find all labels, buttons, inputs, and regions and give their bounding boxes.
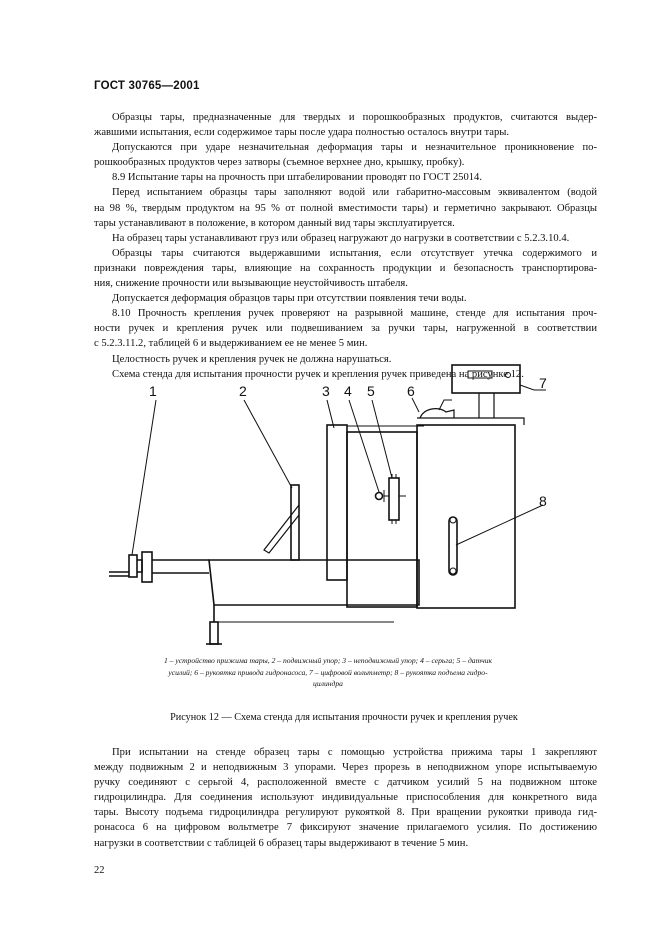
figure-caption: Рисунок 12 — Схема стенда для испытания прочности ручек и крепления ручек (170, 712, 518, 723)
label-4: 4 (344, 383, 352, 399)
text-line: Схема стенда для испытания прочности ручек и крепления ручек приведена на рисунке 12. (112, 368, 524, 380)
page-number: 22 (94, 865, 105, 876)
text-line: ронасоса 6 на цифровом вольтметре 7 фиксируют значение прилагаемого усилия. По достижению (94, 822, 597, 834)
text-line: 8.9 Испытание тары на прочность при штабелировании проводят по ГОСТ 25014. (112, 172, 483, 184)
lift-handle (449, 517, 457, 575)
label-3: 3 (322, 383, 330, 399)
digital-voltmeter (452, 365, 520, 393)
text-line: На образец тары устанавливают груз или образец нагружают до нагрузки в соответствии с 5.2.3.10.4. (112, 232, 570, 244)
text-line: нагрузки в соответствии с таблицей 6 образец тары выдерживают в течение 5 мин. (94, 837, 469, 849)
text-line: Допускаются при ударе незначительная деформация тары и незначительное проникновение по- (112, 142, 597, 154)
text-line: Допускается деформация образцов тары при отсутствии появления течи воды. (112, 293, 467, 305)
text-line: признаки повреждения тары, влияющие на сохранность продукции и безопасность транспортирова- (94, 262, 597, 274)
legend-line: усилий; 6 – рукоятка привода гидронасоса, 7 – цифровой вольтметр; 8 – рукоятка подъема гидро- (168, 667, 488, 677)
figure-legend (104, 655, 552, 690)
text-line: жавшими испытания, если содержимое тары после удара полностью осталось внутри тары. (94, 127, 510, 139)
fixed-stop (327, 425, 347, 580)
text-line: ния, снижение прочности или вызывающие неустойчивость штабеля. (94, 278, 408, 290)
label-8: 8 (539, 493, 547, 509)
text-line: Целостность ручек и крепления ручек не должна нарушаться. (112, 353, 392, 365)
text-line: с 5.2.3.11.2, таблицей 6 и выдерживанием ее не менее 5 мин. (94, 338, 368, 350)
text-line: 8.10 Прочность крепления ручек проверяют на разрывной машине, стенде для испытания проч- (112, 308, 597, 320)
text-line: При испытании на стенде образец тары с помощью устройства прижима тары 1 закрепляют (112, 747, 597, 758)
hydraulic-unit (417, 425, 515, 608)
text-line: на 98 %, твердым продуктом на 95 % от полной вместимости тары) и герметично закрывают. Образцы (94, 202, 597, 214)
label-7: 7 (539, 375, 547, 391)
movable-stop (291, 485, 299, 560)
legend-line: цилиндра (313, 679, 343, 688)
label-2: 2 (239, 383, 247, 399)
shackle (376, 493, 383, 500)
text-line: ручку соединяют с серьгой 4, расположенной вместе с датчиком усилий 5 на подвижном штоке (94, 777, 597, 789)
body-text (94, 110, 597, 382)
legend-line: 1 – устройство прижима тары, 2 – подвижный упор; 3 – неподвижный упор; 4 – серьга; 5 – датчик (163, 656, 493, 665)
text-line: гидроцилиндра. Для соединения используют индивидуальные приспособления для конкретного вида (94, 792, 597, 804)
front-leg (210, 622, 218, 644)
text-line: ности ручек и крепления ручек или подвешиванием за ручки тары, нагруженной в соответствии (94, 323, 597, 335)
text-line: Перед испытанием образцы тары заполняют водой или габаритно-массовым эквивалентом (водой (112, 187, 597, 199)
pump-handle (420, 409, 454, 418)
text-line: Образцы тары считаются выдержавшими испытания, если отсутствует утечка содержимого и (112, 247, 597, 259)
text-line: тары устанавливают в положение, в котором данный вид тары эксплуатируется. (94, 217, 455, 229)
label-5: 5 (367, 383, 375, 399)
force-sensor (389, 478, 399, 520)
procedure-text (94, 745, 597, 851)
label-1: 1 (149, 383, 157, 399)
text-line: Образцы тары, предназначенные для твердых и порошкообразных продуктов, считаются выдер- (112, 112, 597, 123)
document-header: ГОСТ 30765—2001 (94, 80, 200, 92)
text-line: рошкообразных продуктов через затворы (съемное верхнее дно, крышку, пробку). (94, 157, 465, 169)
label-6: 6 (407, 383, 415, 399)
base-frame (209, 560, 419, 605)
clamp-knob (129, 555, 137, 577)
text-line: тары. Высоту подъема гидроцилиндра регулируют рукояткой 8. При вращении рукоятки привода гид- (94, 807, 597, 819)
test-stand-diagram (94, 360, 594, 660)
text-line: между подвижным 2 и неподвижным 3 упорами. Через прорезь в неподвижном упоре испытываемую (94, 762, 597, 774)
